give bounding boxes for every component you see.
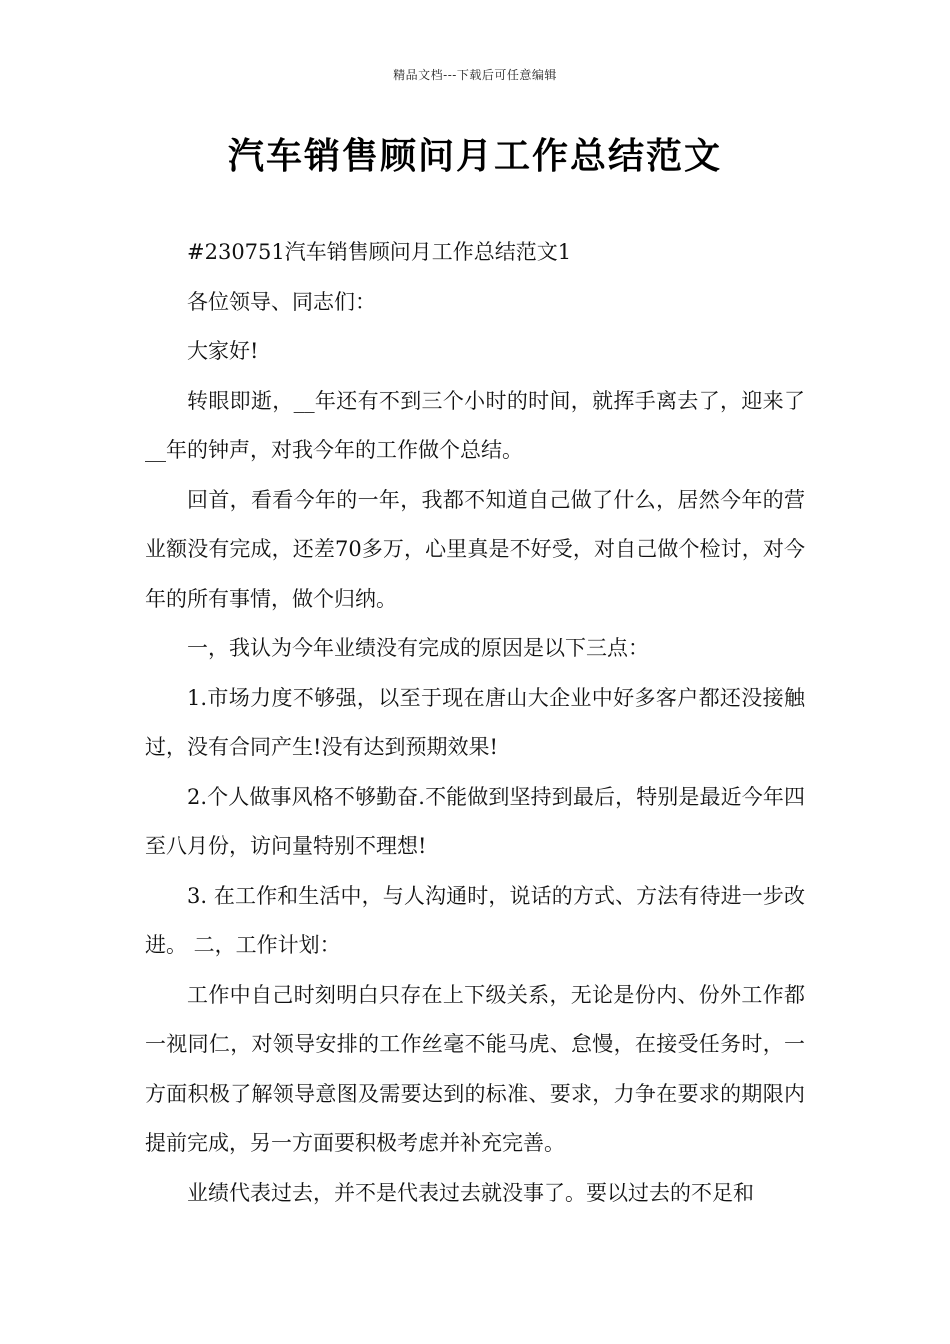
document-title: 汽车销售顾问月工作总结范文 xyxy=(227,136,722,177)
header-note: 精品文档---下载后可任意编辑 xyxy=(393,68,557,82)
paragraph-review: 回首，看看今年的一年，我都不知道自己做了什么，居然今年的营业额没有完成，还差70多万，心里真是不好受，对自己做个检讨，对今年的所有事情，做个归纳。 xyxy=(145,487,805,611)
document-body xyxy=(145,228,805,1218)
paragraph-intro: 转眼即逝，__年还有不到三个小时的时间，就挥手离去了，迎来了__年的钟声，对我今年的工作做个总结。 xyxy=(145,388,805,462)
paragraph-greeting: 大家好! xyxy=(187,339,259,363)
paragraph-section-one: 一，我认为今年业绩没有完成的原因是以下三点： xyxy=(187,636,649,660)
paragraph-point-one: 1.市场力度不够强，以至于现在唐山大企业中好多客户都还没接触过，没有合同产生!没有达到预期效果! xyxy=(145,685,805,759)
paragraph-point-two: 2.个人做事风格不够勤奋.不能做到坚持到最后，特别是最近今年四至八月份，访问量特别不理想! xyxy=(145,784,805,858)
paragraph-work-plan: 工作中自己时刻明白只存在上下级关系，无论是份内、份外工作都一视同仁，对领导安排的工作丝毫不能马虎、怠慢，在接受任务时，一方面积极了解领导意图及需要达到的标准、要求，力争在要求的期限内提前完成，另一方面要积极考虑并补充完善。 xyxy=(145,982,805,1155)
paragraph-salutation: 各位领导、同志们： xyxy=(187,289,376,314)
paragraph-heading-ref: #230751汽车销售顾问月工作总结范文1 xyxy=(187,240,572,264)
paragraph-point-three: 3. 在工作和生活中，与人沟通时，说话的方式、方法有待进一步改进。 二，工作计划： xyxy=(145,883,805,957)
paragraph-performance: 业绩代表过去，并不是代表过去就没事了。要以过去的不足和 xyxy=(187,1180,754,1205)
